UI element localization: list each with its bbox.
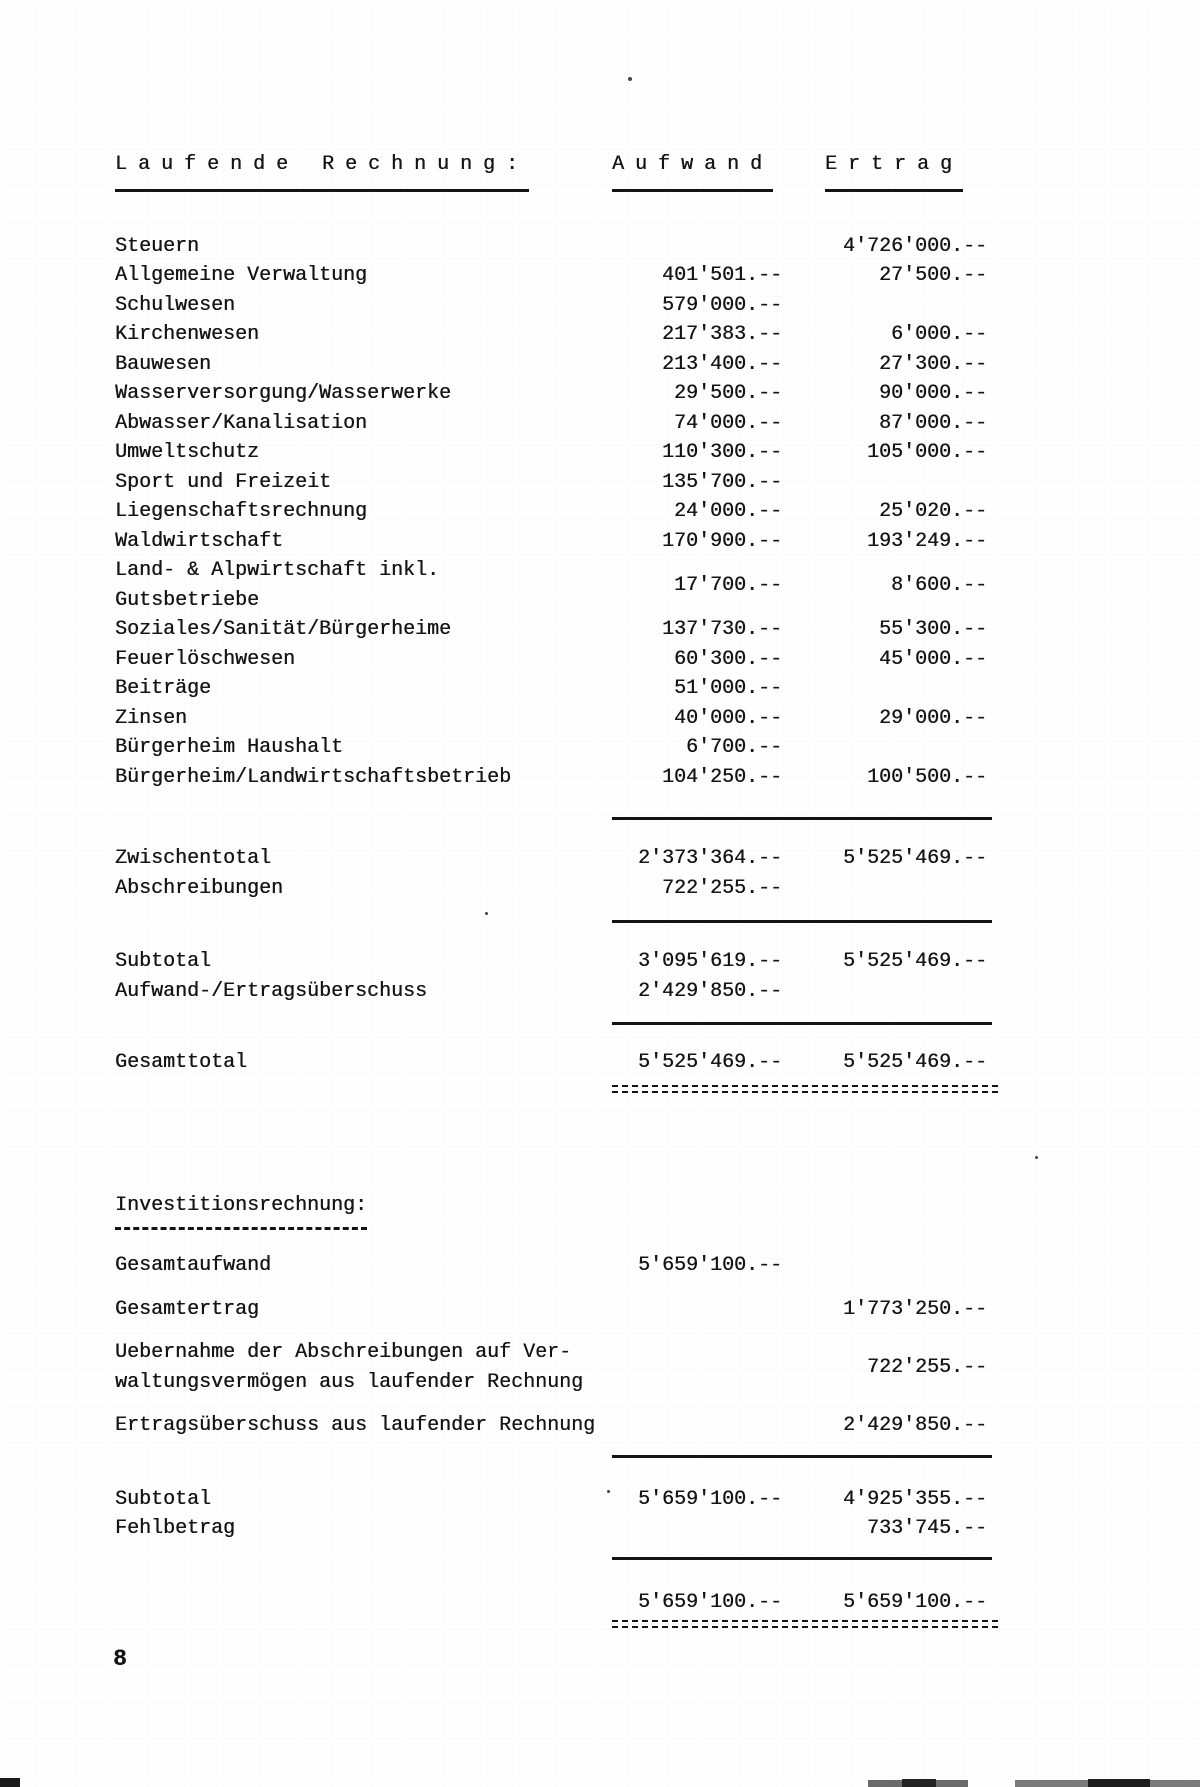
ertrag-value: 8'600.-- — [890, 573, 987, 597]
aufwand-value: 29'500.-- — [673, 382, 782, 405]
table-row — [115, 556, 987, 615]
total-separator-line — [612, 1455, 992, 1458]
aufwand-value: 110'300.-- — [661, 441, 782, 464]
table-row — [115, 1251, 987, 1281]
row-label-line1: Gesamtaufwand — [115, 1254, 272, 1277]
ertrag-value: 722'255.-- — [866, 1355, 987, 1379]
row-label-line1: Uebernahme der Abschreibungen auf Ver- — [115, 1341, 572, 1364]
aufwand-value: 5'659'100.-- — [637, 1254, 782, 1277]
ertrag-value: 5'525'469.-- — [842, 1051, 987, 1074]
section-title-investitionsrechnung: Investitionsrechnung: — [115, 1191, 367, 1231]
investment-subtotal-rows — [115, 1485, 987, 1544]
table-row — [115, 733, 987, 763]
row-label — [115, 1338, 612, 1397]
double-total-line — [612, 1085, 998, 1093]
row-label — [115, 1048, 612, 1078]
column-header-aufwand: Aufwand — [612, 150, 773, 192]
aufwand-value: 135'700.-- — [661, 470, 782, 494]
table-row — [115, 320, 987, 350]
row-label-line1: Bauwesen — [115, 352, 212, 376]
table-row — [115, 947, 987, 977]
row-label-line1: Aufwand-/Ertragsüberschuss — [115, 979, 428, 1003]
row-label — [115, 947, 612, 977]
ertrag-value: 2'429'850.-- — [842, 1414, 987, 1437]
aufwand-value: 3'095'619.-- — [637, 950, 782, 973]
scan-edge-artifact — [1088, 1779, 1150, 1787]
row-label — [115, 615, 612, 645]
aufwand-value: 217'383.-- — [661, 323, 782, 346]
table-row — [115, 409, 987, 439]
row-label-line1: Steuern — [115, 234, 200, 258]
table-row — [115, 1338, 987, 1397]
row-label — [115, 704, 612, 734]
ertrag-value: 6'000.-- — [890, 323, 987, 346]
scan-speck — [485, 912, 488, 915]
aufwand-value: 5'659'100.-- — [637, 1487, 782, 1511]
ertrag-value: 87'000.-- — [878, 411, 987, 435]
ertrag-value: 5'525'469.-- — [842, 950, 987, 973]
row-label — [115, 977, 612, 1007]
aufwand-value: 17'700.-- — [673, 573, 782, 597]
table-row — [115, 1411, 987, 1441]
ertrag-value: 4'925'355.-- — [842, 1487, 987, 1511]
aufwand-value: 401'501.-- — [661, 264, 782, 287]
row-label-line1: Subtotal — [115, 1487, 212, 1511]
row-label-line1: Land- & Alpwirtschaft inkl. — [115, 559, 440, 582]
table-row — [115, 232, 987, 262]
row-label-line1: Subtotal — [115, 950, 212, 973]
table-row — [115, 763, 987, 793]
row-label — [115, 874, 612, 904]
scan-speck — [628, 77, 632, 81]
row-label-line1: Gesamtertrag — [115, 1297, 260, 1321]
aufwand-value: 2'373'364.-- — [637, 847, 782, 870]
aufwand-value: 170'900.-- — [661, 529, 782, 553]
scan-speck — [1035, 1156, 1038, 1159]
table-row — [115, 615, 987, 645]
page-number: 8 — [113, 1646, 127, 1672]
ertrag-value: 100'500.-- — [866, 765, 987, 789]
row-label-line2: waltungsvermögen aus laufender Rechnung — [115, 1370, 584, 1394]
table-row — [115, 674, 987, 704]
ertrag-value: 29'000.-- — [878, 706, 987, 730]
table-row — [115, 497, 987, 527]
ertrag-value: 105'000.-- — [866, 441, 987, 464]
investment-rows — [115, 1251, 987, 1441]
header-ertrag-cell — [782, 150, 987, 192]
ertrag-value: 55'300.-- — [878, 618, 987, 641]
ertrag-value: 1'773'250.-- — [842, 1297, 987, 1321]
row-label-line1: Allgemeine Verwaltung — [115, 264, 368, 287]
gesamttotal-rows — [115, 1048, 987, 1078]
aufwand-value: 104'250.-- — [661, 765, 782, 789]
table-row — [115, 468, 987, 498]
table-row — [115, 874, 987, 904]
aufwand-value: 137'730.-- — [661, 618, 782, 641]
section-title-laufende-rechnung: Laufende Rechnung: — [115, 150, 529, 192]
double-total-line — [612, 1620, 998, 1628]
row-label-line2: Gutsbetriebe — [115, 588, 260, 612]
aufwand-value: 579'000.-- — [661, 293, 782, 317]
investment-section-header — [115, 1191, 987, 1231]
row-label-line1: Bürgerheim Haushalt — [115, 736, 344, 759]
table-row — [115, 704, 987, 734]
table-row — [115, 438, 987, 468]
row-label-line1: Fehlbetrag — [115, 1517, 236, 1540]
ertrag-value: 45'000.-- — [878, 647, 987, 671]
row-label-line1: Bürgerheim/Landwirtschaftsbetrieb — [115, 765, 512, 789]
aufwand-value: 24'000.-- — [673, 500, 782, 523]
row-label-line1: Kirchenwesen — [115, 323, 260, 346]
row-label — [115, 468, 612, 498]
row-label-line1: Ertragsüberschuss aus laufender Rechnung — [115, 1414, 596, 1437]
row-label-line1: Gesamttotal — [115, 1051, 248, 1074]
row-label-line1: Schulwesen — [115, 293, 236, 317]
scan-speck — [607, 1490, 610, 1493]
row-label — [115, 527, 612, 557]
row-label — [115, 1514, 612, 1544]
row-label — [115, 438, 612, 468]
row-label — [115, 733, 612, 763]
row-label-line1: Umweltschutz — [115, 441, 260, 464]
total-separator-line — [612, 920, 992, 923]
row-label — [115, 1295, 612, 1325]
row-label — [115, 844, 612, 874]
total-separator-line — [612, 817, 992, 820]
row-label-line1: Beiträge — [115, 677, 212, 700]
aufwand-value: 40'000.-- — [673, 706, 782, 730]
aufwand-value: 6'700.-- — [685, 736, 782, 759]
row-label — [115, 320, 612, 350]
table-row — [115, 350, 987, 380]
row-label — [115, 261, 612, 291]
row-label — [115, 350, 612, 380]
total-separator-line — [612, 1022, 992, 1025]
table-row — [115, 261, 987, 291]
table-row — [115, 1295, 987, 1325]
aufwand-value: 74'000.-- — [673, 411, 782, 435]
aufwand-value: 5'659'100.-- — [637, 1590, 782, 1614]
aufwand-value: 51'000.-- — [673, 677, 782, 700]
aufwand-value: 213'400.-- — [661, 352, 782, 376]
subtotal-rows — [115, 947, 987, 1006]
table-row — [115, 291, 987, 321]
table-row — [115, 1514, 987, 1544]
aufwand-value: 2'429'850.-- — [637, 979, 782, 1003]
row-label-line1: Abwasser/Kanalisation — [115, 411, 368, 435]
row-label-line1: Sport und Freizeit — [115, 470, 332, 494]
ertrag-value: 25'020.-- — [878, 500, 987, 523]
aufwand-value: 60'300.-- — [673, 647, 782, 671]
row-label — [115, 1411, 612, 1441]
header-title-cell — [115, 150, 612, 192]
row-label-line1: Zinsen — [115, 706, 188, 730]
row-label — [115, 674, 612, 704]
ertrag-value: 27'300.-- — [878, 352, 987, 376]
table-row — [115, 527, 987, 557]
row-label-line1: Feuerlöschwesen — [115, 647, 296, 671]
table-row — [115, 645, 987, 675]
row-label-line1: Waldwirtschaft — [115, 529, 284, 553]
ertrag-value: 5'659'100.-- — [842, 1590, 987, 1614]
row-label — [115, 497, 612, 527]
scan-edge-artifact — [902, 1779, 936, 1787]
row-label — [115, 232, 612, 262]
table-header — [115, 150, 987, 192]
ertrag-value: 90'000.-- — [878, 382, 987, 405]
row-label-line1: Wasserversorgung/Wasserwerke — [115, 382, 452, 405]
ertrag-value: 5'525'469.-- — [842, 847, 987, 870]
document-content — [115, 150, 987, 1628]
column-header-ertrag: Ertrag — [825, 150, 963, 192]
aufwand-value: 5'525'469.-- — [637, 1051, 782, 1074]
table-row — [115, 844, 987, 874]
ertrag-value: 4'726'000.-- — [842, 234, 987, 258]
row-label-line1: Soziales/Sanität/Bürgerheime — [115, 618, 452, 641]
aufwand-value: 722'255.-- — [661, 876, 782, 900]
zwischentotal-rows — [115, 844, 987, 903]
ertrag-value: 733'745.-- — [866, 1517, 987, 1540]
ertrag-value: 27'500.-- — [878, 264, 987, 287]
row-label — [115, 379, 612, 409]
row-label — [115, 409, 612, 439]
current-account-rows — [115, 232, 987, 793]
row-label — [115, 763, 612, 793]
table-row — [115, 379, 987, 409]
row-label — [115, 291, 612, 321]
row-label-line1: Zwischentotal — [115, 847, 272, 870]
row-label-line1: Abschreibungen — [115, 876, 284, 900]
row-label — [115, 1485, 612, 1515]
table-row — [115, 1588, 987, 1618]
investment-total-rows — [115, 1588, 987, 1618]
ertrag-value: 193'249.-- — [866, 529, 987, 553]
total-separator-line — [612, 1557, 992, 1560]
scan-edge-artifact — [0, 1778, 20, 1787]
row-label — [115, 556, 612, 615]
table-row — [115, 1048, 987, 1078]
row-label-line1: Liegenschaftsrechnung — [115, 500, 368, 523]
row-label — [115, 645, 612, 675]
table-row — [115, 1485, 987, 1515]
header-aufwand-cell — [612, 150, 782, 192]
row-label — [115, 1251, 612, 1281]
table-row — [115, 977, 987, 1007]
